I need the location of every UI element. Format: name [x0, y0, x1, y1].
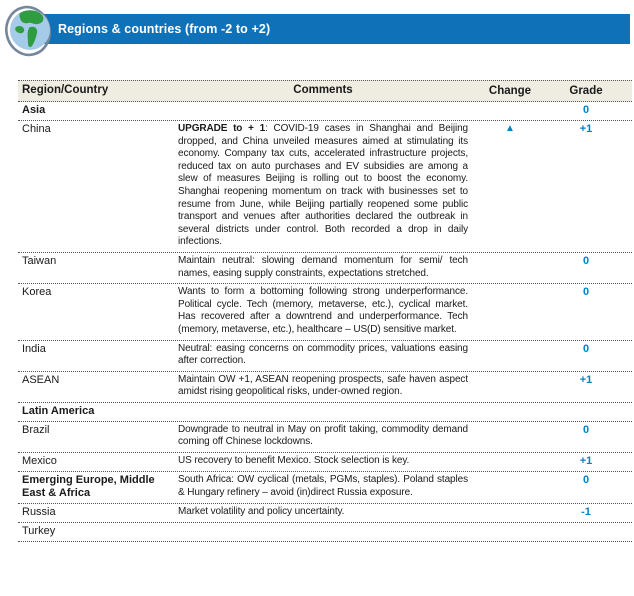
globe-icon: [4, 3, 56, 59]
comments-cell: Maintain OW +1, ASEAN reopening prospects, safe haven aspect amidst rising geopolitical risks, under-owned region.: [178, 373, 468, 398]
col-header-change: Change: [488, 84, 532, 97]
grade-cell: [552, 424, 620, 436]
grade-cell: [552, 104, 620, 116]
grade-value: 0: [582, 474, 590, 487]
ratings-table: [18, 80, 632, 542]
grade-cell: [552, 123, 620, 135]
upgrade-arrow-icon: ▲: [505, 123, 515, 134]
comments-cell: Wants to form a bottoming following strong underperformance. Political cycle. Tech (memory, metaverse, etc.), cyclical market. Has recovered after a downtrend and underperformance. Tech (memory, metaverse, etc.), healthcare – US(D) sensitive market.: [178, 286, 468, 335]
table-row-emerging-europe-middle-east-africa: [18, 472, 632, 504]
grade-cell: [552, 455, 620, 467]
comments-cell: UPGRADE to + 1: COVID-19 cases in Shanghai and Beijing dropped, and China unveiled measures aimed at stimulating its economy. Company tax cuts, accelerated infrastructure projects, reduced tax on auto purchases and EV subsidies are among a slew of measures Beijing is rolling out to boost the economy. Shanghai reopening momentum on track with businesses set to resume from June, while Beijing partially reopened some public transport and venues after authorities declared the outbreak in several districts under control. Both recorded a drop in daily infections.: [178, 123, 469, 248]
section-banner: [30, 14, 630, 44]
comments-cell: Maintain neutral: slowing demand momentum for semi/ tech names, easing supply constraints, expectations stretched.: [178, 254, 468, 279]
region-country-cell: Brazil: [22, 423, 50, 436]
grade-value: 0: [582, 254, 590, 267]
region-country-cell: ASEAN: [22, 373, 60, 386]
region-country-cell: Turkey: [22, 525, 56, 538]
banner-title: Regions & countries (from -2 to +2): [58, 22, 271, 36]
table-row-russia: [18, 504, 632, 523]
grade-value: 0: [582, 104, 590, 116]
grade-cell: [552, 286, 620, 298]
grade-value: 0: [582, 342, 590, 355]
region-country-cell: Korea: [22, 286, 52, 299]
comments-cell: US recovery to benefit Mexico. Stock selection is key.: [178, 455, 410, 467]
region-country-cell: Asia: [22, 104, 46, 116]
table-body: [18, 102, 632, 542]
grade-cell: [552, 474, 620, 486]
table-header-row: [18, 80, 632, 102]
grade-cell: [552, 255, 620, 267]
col-header-region-country: Region/Country: [22, 84, 109, 96]
grade-value: +1: [579, 123, 593, 135]
grade-cell: [552, 374, 620, 386]
comments-cell: Downgrade to neutral in May on profit taking, commodity demand coming off Chinese lockdowns.: [178, 423, 468, 448]
grade-value: +1: [579, 455, 593, 468]
col-header-comments: Comments: [293, 84, 353, 97]
table-row-korea: [18, 284, 632, 340]
table-row-brazil: [18, 422, 632, 453]
grade-cell: [552, 506, 620, 518]
region-country-cell: Russia: [22, 506, 56, 519]
table-row-latin-america: [18, 403, 632, 422]
table-row-asia: [18, 102, 632, 121]
table-row-china: [18, 121, 632, 253]
comments-cell: South Africa: OW cyclical (metals, PGMs, staples). Poland staples & Hungary refinery – avoid (in)direct Russia exposure.: [178, 474, 468, 498]
table-row-asean: [18, 372, 632, 403]
region-country-cell: Emerging Europe, Middle East & Africa: [22, 474, 155, 500]
table-row-turkey: [18, 523, 632, 542]
comment-bold-prefix: UPGRADE to + 1: [178, 123, 266, 134]
comments-cell: Market volatility and policy uncertainty.: [178, 506, 345, 518]
table-row-mexico: [18, 453, 632, 472]
region-country-cell: Latin America: [22, 404, 95, 417]
grade-cell: [552, 343, 620, 355]
grade-value: 0: [582, 423, 590, 436]
grade-value: +1: [579, 373, 593, 386]
table-row-india: [18, 341, 632, 372]
region-country-cell: China: [22, 123, 51, 135]
region-country-cell: Taiwan: [22, 254, 57, 267]
grade-value: 0: [582, 286, 590, 299]
table-row-taiwan: [18, 253, 632, 284]
region-country-cell: India: [22, 342, 46, 355]
col-header-grade: Grade: [569, 84, 603, 97]
region-country-cell: Mexico: [22, 455, 57, 468]
comments-cell: Neutral: easing concerns on commodity prices, valuations easing after correction.: [178, 342, 468, 367]
change-cell: [468, 123, 552, 135]
grade-value: -1: [581, 506, 591, 519]
